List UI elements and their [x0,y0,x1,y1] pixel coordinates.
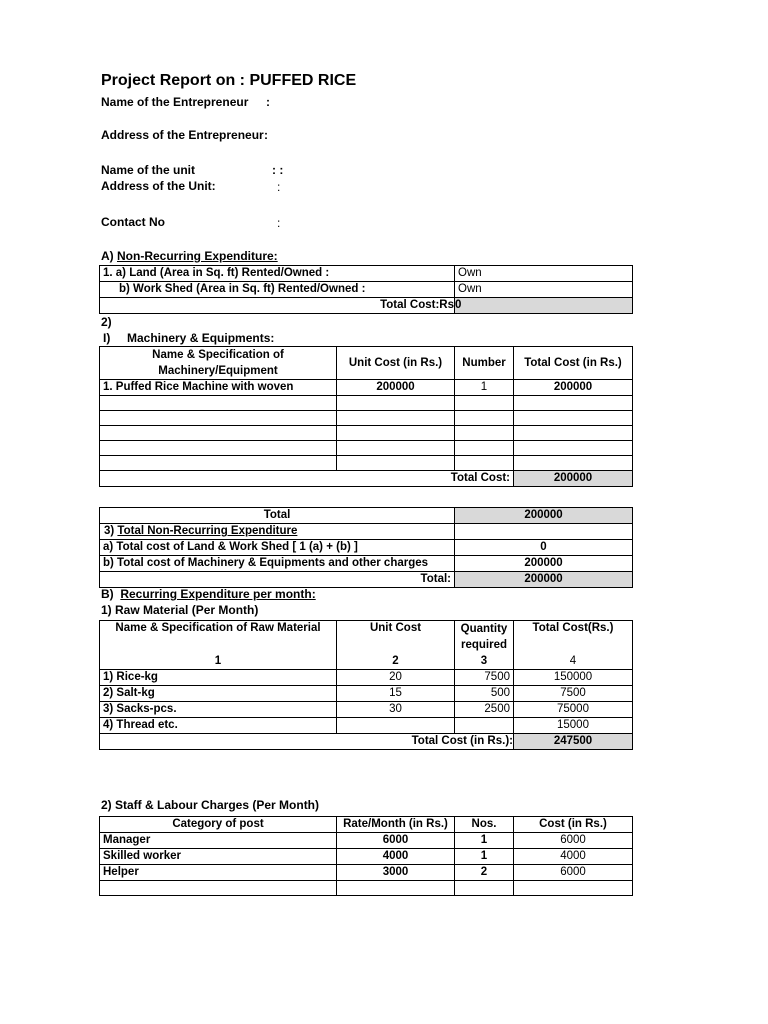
contact-no-sep: : [277,216,281,230]
table-row [100,685,633,701]
col-header-number: Number [455,347,514,380]
machinery-cost-label: b) Total cost of Machinery & Equipments and other charges [100,556,455,572]
staff-nos: 1 [455,849,514,865]
table-row [100,524,633,540]
unit-address-label: Address of the Unit: [101,179,216,193]
raw-total: 150000 [514,669,633,685]
land-value: Own [455,266,633,282]
staff-rate: 6000 [337,833,455,849]
raw-material-heading: 1) Raw Material (Per Month) [101,603,259,617]
shed-value: Own [455,282,633,298]
table-row [100,380,633,396]
table-row [100,733,633,749]
table-row [100,556,633,572]
machinery-heading: I) Machinery & Equipments: [103,331,275,345]
raw-name: 4) Thread etc. [100,717,337,733]
non-recurring-total-table [99,507,633,588]
raw-total: 75000 [514,701,633,717]
land-shed-cost-label: a) Total cost of Land & Work Shed [ 1 (a) + (b) ] [100,540,455,556]
staff-cost: 6000 [514,833,633,849]
staff-table [99,816,633,896]
table-row [100,508,633,524]
table-header-row [100,347,633,380]
table-row [100,849,633,865]
section-3-title: Total Non-Recurring Expenditure [117,525,298,537]
section-a-title: Non-Recurring Expenditure: [117,249,278,263]
raw-unit: 15 [337,685,455,701]
table-row [100,426,633,441]
table-header-row [100,621,633,654]
col-header-raw-qty: Quantity required [455,621,514,654]
table-row [100,456,633,471]
raw-total-value: 247500 [514,733,633,749]
raw-unit [337,717,455,733]
table-header-row [100,817,633,833]
raw-name: 1) Rice-kg [100,669,337,685]
section-b-heading [101,587,316,601]
machinery-number: 1 [455,380,514,396]
shed-label: b) Work Shed (Area in Sq. ft) Rented/Owned : [100,282,455,298]
raw-qty: 500 [455,685,514,701]
col-header-total-cost: Total Cost (in Rs.) [514,347,633,380]
table-row [100,717,633,733]
staff-nos: 2 [455,865,514,881]
page-title: Project Report on : PUFFED RICE [101,72,357,89]
entrepreneur-name-sep: : [266,95,270,109]
raw-total: 7500 [514,685,633,701]
table-row [100,701,633,717]
entrepreneur-name-label: Name of the Entrepreneur [101,95,249,109]
section-3-heading [100,524,455,540]
machinery-total: 200000 [514,380,633,396]
col-header-raw-unit: Unit Cost [337,621,455,654]
entrepreneur-address-sep: : [264,128,268,142]
staff-post: Manager [100,833,337,849]
staff-heading: 2) Staff & Labour Charges (Per Month) [101,798,320,812]
staff-post: Skilled worker [100,849,337,865]
table-row [100,865,633,881]
col-header-cost: Cost (in Rs.) [514,817,633,833]
raw-name: 2) Salt-kg [100,685,337,701]
section-3-heading-blank [455,524,633,540]
raw-total-label: Total Cost (in Rs.): [100,733,514,749]
machinery-table [99,346,633,487]
grand-total-label: Total: [100,572,455,588]
entrepreneur-address-label: Address of the Entrepreneur [101,128,264,142]
section-a-heading [101,249,278,263]
section-2-number: 2) [101,315,112,329]
col-num-3: 3 [455,654,514,670]
machinery-total-label: Total Cost: [100,471,514,487]
raw-name: 3) Sacks-pcs. [100,701,337,717]
table-row [100,411,633,426]
table-row [100,669,633,685]
raw-material-table [99,620,633,750]
raw-total: 15000 [514,717,633,733]
table-row [100,471,633,487]
land-label: 1. a) Land (Area in Sq. ft) Rented/Owned : [100,266,455,282]
table-row [100,572,633,588]
raw-unit: 30 [337,701,455,717]
staff-nos: 1 [455,833,514,849]
land-total-value: 0 [455,298,633,314]
col-header-raw-name: Name & Specification of Raw Material [100,621,337,654]
raw-qty [455,717,514,733]
table-row [100,298,633,314]
unit-name-sep: : : [272,163,284,177]
section-b-prefix: B) [101,587,121,601]
col-header-post: Category of post [100,817,337,833]
non-recurring-total-value: 200000 [455,508,633,524]
table-row [100,441,633,456]
col-num-1: 1 [100,654,337,670]
land-total-label: Total Cost:Rs [100,298,455,314]
col-header-raw-total: Total Cost(Rs.) [514,621,633,654]
staff-post: Helper [100,865,337,881]
table-row [100,266,633,282]
machinery-total-value: 200000 [514,471,633,487]
col-num-2: 2 [337,654,455,670]
land-shed-cost-value: 0 [455,540,633,556]
table-row [100,833,633,849]
staff-cost: 4000 [514,849,633,865]
staff-rate: 4000 [337,849,455,865]
section-b-title: Recurring Expenditure per month: [120,587,316,601]
section-a-prefix: A) [101,249,117,263]
staff-cost: 6000 [514,865,633,881]
section-3-prefix: 3) [104,525,118,537]
unit-address-sep: : [277,180,281,194]
staff-rate: 3000 [337,865,455,881]
table-row [100,881,633,896]
grand-total-value: 200000 [455,572,633,588]
unit-name-label: Name of the unit [101,163,196,177]
table-row [100,282,633,298]
machinery-name: 1. Puffed Rice Machine with woven [100,380,337,396]
non-recurring-total-label: Total [100,508,455,524]
raw-qty: 7500 [455,669,514,685]
table-row [100,540,633,556]
machinery-unit-cost: 200000 [337,380,455,396]
table-row [100,396,633,411]
machinery-cost-value: 200000 [455,556,633,572]
table-row [100,654,633,670]
col-header-nos: Nos. [455,817,514,833]
col-header-rate: Rate/Month (in Rs.) [337,817,455,833]
col-num-4: 4 [514,654,633,670]
col-header-machinery-name: Name & Specification of Machinery/Equipment [100,347,337,380]
land-shed-table [99,265,633,314]
raw-unit: 20 [337,669,455,685]
contact-no-label: Contact No [101,215,165,229]
col-header-unit-cost: Unit Cost (in Rs.) [337,347,455,380]
raw-qty: 2500 [455,701,514,717]
